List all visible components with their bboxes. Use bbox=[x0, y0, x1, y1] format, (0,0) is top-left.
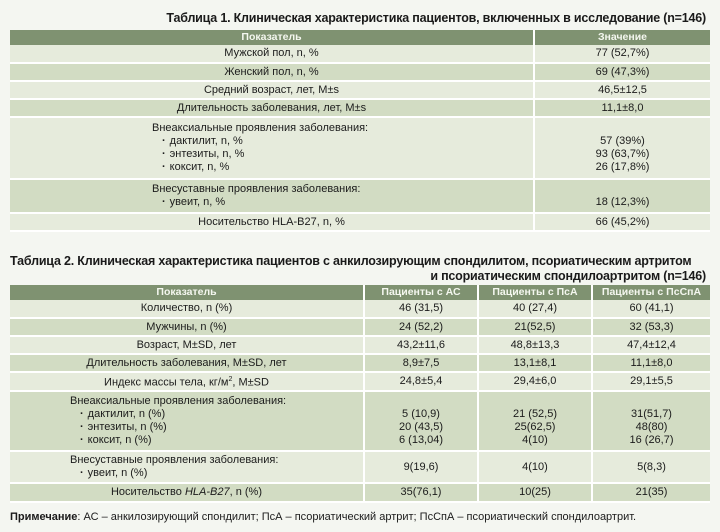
row-label: Возраст, M±SD, лет bbox=[10, 336, 364, 354]
table-row bbox=[10, 117, 710, 179]
row-label-group bbox=[10, 391, 364, 451]
cell-as: 9(19,6) bbox=[364, 451, 478, 483]
table1-header-value: Значение bbox=[534, 30, 710, 45]
table-row bbox=[10, 318, 710, 336]
cell-psa: 13,1±8,1 bbox=[478, 354, 592, 372]
row-label: Носительство HLA-B27, n (%) bbox=[10, 483, 364, 502]
row-value-group bbox=[534, 179, 710, 213]
table-row bbox=[10, 451, 710, 483]
row-label-group bbox=[10, 179, 534, 213]
row-value: 46,5±12,5 bbox=[534, 81, 710, 99]
row-label-group bbox=[10, 117, 534, 179]
row-label: Носительство HLA-B27, n, % bbox=[10, 213, 534, 231]
group-item: · дактилит, n (%) bbox=[70, 408, 357, 421]
table2-header-psa: Пациенты с ПсА bbox=[478, 285, 592, 300]
group-item: · энтезиты, n (%) bbox=[70, 421, 357, 434]
group-value: 57 (39%) bbox=[600, 135, 645, 147]
table2-header-as: Пациенты с АС bbox=[364, 285, 478, 300]
table-row bbox=[10, 483, 710, 502]
row-value-group bbox=[534, 117, 710, 179]
cell-psa: 48,8±13,3 bbox=[478, 336, 592, 354]
table-row bbox=[10, 372, 710, 391]
cell-as: 8,9±7,5 bbox=[364, 354, 478, 372]
table2-title bbox=[10, 254, 706, 284]
cell-psspa: 11,1±8,0 bbox=[592, 354, 710, 372]
cell-as: 46 (31,5) bbox=[364, 300, 478, 318]
row-label: Женский пол, n, % bbox=[10, 63, 534, 81]
table2-header-psspa: Пациенты с ПсСпА bbox=[592, 285, 710, 300]
cell-psa: 29,4±6,0 bbox=[478, 372, 592, 391]
group-header: Внесуставные проявления заболевания: bbox=[152, 183, 361, 195]
table-row bbox=[10, 45, 710, 63]
table-row bbox=[10, 213, 710, 231]
cell-psspa-group: 31(51,7) 48(80) 16 (26,7) bbox=[592, 391, 710, 451]
cell-psspa: 21(35) bbox=[592, 483, 710, 502]
cell-as-group: 5 (10,9) 20 (43,5) 6 (13,04) bbox=[364, 391, 478, 451]
cell-psa: 21(52,5) bbox=[478, 318, 592, 336]
group-item: · коксит, n, % bbox=[152, 161, 527, 174]
cell-as: 43,2±11,6 bbox=[364, 336, 478, 354]
table2-header-indicator: Показатель bbox=[10, 285, 364, 300]
table1-header-row bbox=[10, 30, 710, 45]
row-label: Мужчины, n (%) bbox=[10, 318, 364, 336]
group-value: 26 (17,8%) bbox=[595, 161, 650, 173]
table-row bbox=[10, 63, 710, 81]
group-value: 18 (12,3%) bbox=[595, 196, 650, 208]
cell-psspa: 29,1±5,5 bbox=[592, 372, 710, 391]
table2-title-line1: Таблица 2. Клиническая характеристика пациентов с анкилозирующим спондилитом, псориатическим артритом bbox=[10, 254, 692, 268]
row-label: Длительность заболевания, лет, M±s bbox=[10, 99, 534, 117]
footnote: Примечание: АС – анкилозирующий спондилит; ПсА – псориатический артрит; ПсСпА – псориатический спондилоартрит. bbox=[10, 511, 637, 523]
row-label: Количество, n (%) bbox=[10, 300, 364, 318]
group-value: 93 (63,7%) bbox=[595, 148, 650, 160]
row-label: Длительность заболевания, M±SD, лет bbox=[10, 354, 364, 372]
table-row bbox=[10, 81, 710, 99]
row-label: Индекс массы тела, $кг/м^2$, M±SD bbox=[10, 372, 364, 391]
group-item: · увеит, n (%) bbox=[70, 467, 357, 480]
group-item: · дактилит, n, % bbox=[152, 135, 527, 148]
row-value: 11,1±8,0 bbox=[534, 99, 710, 117]
table-row bbox=[10, 336, 710, 354]
row-value: 69 (47,3%) bbox=[534, 63, 710, 81]
group-header: Внесуставные проявления заболевания: bbox=[70, 454, 279, 466]
table2-header-row bbox=[10, 285, 710, 300]
table2 bbox=[10, 285, 710, 503]
cell-psa: 40 (27,4) bbox=[478, 300, 592, 318]
row-value: 66 (45,2%) bbox=[534, 213, 710, 231]
row-label: Средний возраст, лет, M±s bbox=[10, 81, 534, 99]
cell-as: 24,8±5,4 bbox=[364, 372, 478, 391]
table-row bbox=[10, 300, 710, 318]
table1-title: Таблица 1. Клиническая характеристика пациентов, включенных в исследование (n=146) bbox=[166, 11, 706, 25]
table-row bbox=[10, 354, 710, 372]
cell-psspa: 32 (53,3) bbox=[592, 318, 710, 336]
table-row bbox=[10, 99, 710, 117]
row-value: 77 (52,7%) bbox=[534, 45, 710, 63]
cell-psa: 4(10) bbox=[478, 451, 592, 483]
group-item: · энтезиты, n, % bbox=[152, 148, 527, 161]
table1 bbox=[10, 30, 710, 232]
table2-title-line2: и псориатическим спондилоартритом (n=146) bbox=[430, 269, 706, 283]
group-item: · увеит, n, % bbox=[152, 196, 527, 209]
group-item: · коксит, n (%) bbox=[70, 434, 357, 447]
row-label-group bbox=[10, 451, 364, 483]
cell-psspa: 60 (41,1) bbox=[592, 300, 710, 318]
table1-header-indicator: Показатель bbox=[10, 30, 534, 45]
table-row bbox=[10, 179, 710, 213]
group-header: Внеаксиальные проявления заболевания: bbox=[70, 395, 287, 407]
cell-as: 35(76,1) bbox=[364, 483, 478, 502]
table-row bbox=[10, 391, 710, 451]
cell-psa: 10(25) bbox=[478, 483, 592, 502]
cell-psspa: 47,4±12,4 bbox=[592, 336, 710, 354]
group-header: Внеаксиальные проявления заболевания: bbox=[152, 122, 369, 134]
cell-psa-group: 21 (52,5) 25(62,5) 4(10) bbox=[478, 391, 592, 451]
row-label: Мужской пол, n, % bbox=[10, 45, 534, 63]
cell-psspa: 5(8,3) bbox=[592, 451, 710, 483]
cell-as: 24 (52,2) bbox=[364, 318, 478, 336]
